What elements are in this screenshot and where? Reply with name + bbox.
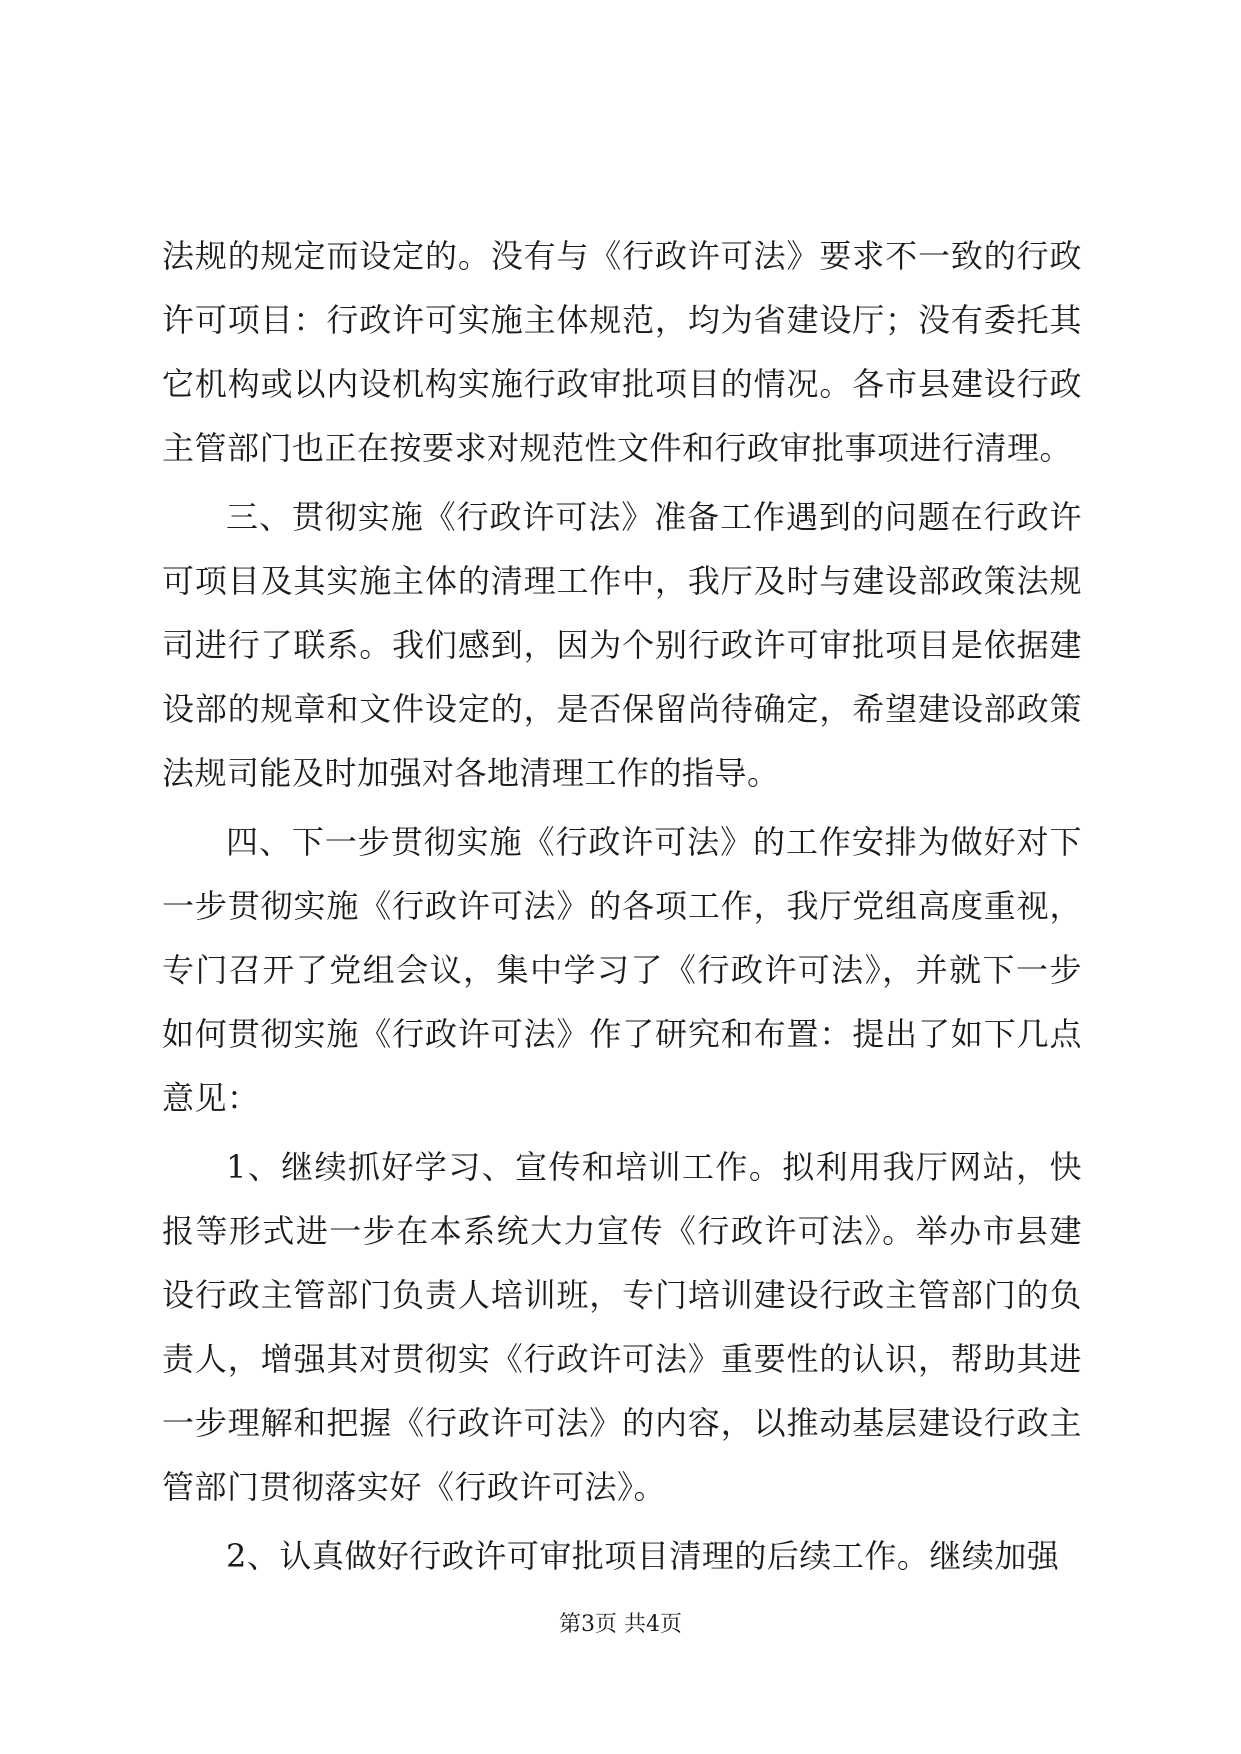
paragraph-2: 三、贯彻实施《行政许可法》准备工作遇到的问题在行政许可项目及其实施主体的清理工作中，我厅及时与建设部政策法规司进行了联系。我们感到，因为个别行政许可审批项目是依据建设部的规章和文件设定的，是否保留尚待确定，希望建设部政策法规司能及时加强对各地清理工作的指导。	[162, 498, 1082, 792]
paragraph-1: 法规的规定而设定的。没有与《行政许可法》要求不一致的行政许可项目：行政许可实施主体规范，均为省建设厅；没有委托其它机构或以内设机构实施行政审批项目的情况。各市县建设行政主管部门也正在按要求对规范性文件和行政审批事项进行清理。	[162, 237, 1082, 467]
paragraph-4: 1、继续抓好学习、宣传和培训工作。拟利用我厅网站，快报等形式进一步在本系统大力宣传《行政许可法》。举办市县建设行政主管部门负责人培训班，专门培训建设行政主管部门的负责人，增强其对贯彻实《行政许可法》重要性的认识，帮助其进一步理解和把握《行政许可法》的内容，以推动基层建设行政主管部门贯彻落实好《行政许可法》。	[162, 1148, 1082, 1506]
document-body	[162, 224, 1082, 1593]
paragraph-5: 2、认真做好行政许可审批项目清理的后续工作。继续加强	[226, 1537, 1060, 1575]
page-number-label: 第3页 共4页	[559, 1612, 682, 1637]
page-footer	[0, 1610, 1241, 1640]
paragraph-3: 四、下一步贯彻实施《行政许可法》的工作安排为做好对下一步贯彻实施《行政许可法》的各项工作，我厅党组高度重视，专门召开了党组会议，集中学习了《行政许可法》，并就下一步如何贯彻实施《行政许可法》作了研究和布置：提出了如下几点意见：	[162, 823, 1082, 1117]
